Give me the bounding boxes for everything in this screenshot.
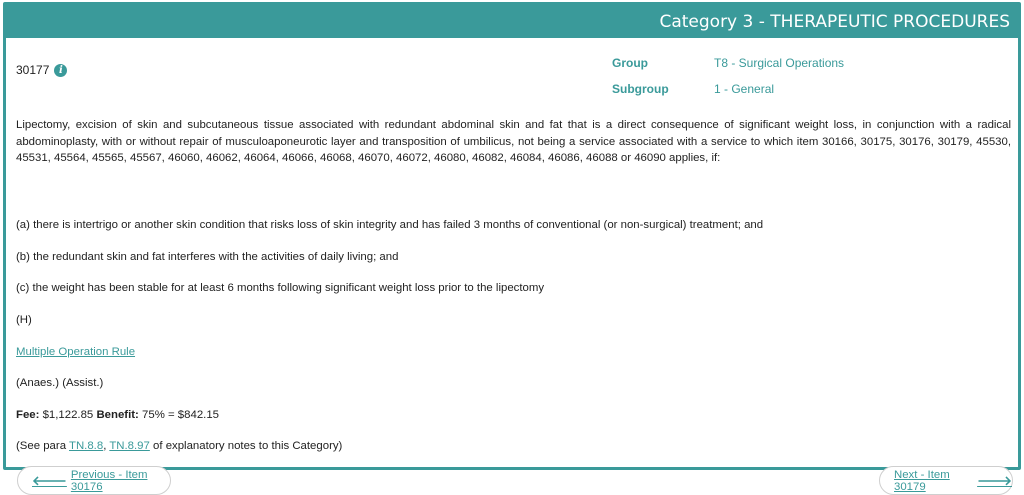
- h-marker: (H): [16, 314, 32, 326]
- previous-item-button[interactable]: [17, 466, 171, 495]
- item-meta: [612, 50, 844, 102]
- item-description: [16, 117, 1011, 452]
- subgroup-value: 1 - General: [714, 82, 775, 96]
- benefit-label: Benefit:: [96, 409, 139, 421]
- explanatory-notes-line: [16, 438, 342, 455]
- benefit-value: 75% = $842.15: [142, 409, 219, 421]
- category-header: [6, 5, 1018, 38]
- fee-line: [16, 407, 219, 424]
- anaes-assist-text: (Anaes.) (Assist.): [16, 377, 104, 389]
- fee-value: $1,122.85: [42, 409, 94, 421]
- next-item-label: Next - Item 30179: [894, 468, 950, 493]
- previous-item-label: Previous - Item 30176: [70, 468, 148, 493]
- condition-c: (c) the weight has been stable for at least 6 months following significant weight loss prior to the lipectomy: [16, 282, 545, 294]
- subgroup-row: [612, 76, 844, 102]
- arrow-right-icon: 🡒: [977, 473, 1012, 489]
- group-value: T8 - Surgical Operations: [714, 56, 845, 70]
- description-intro: Lipectomy, excision of skin and subcutaneous tissue associated with redundant abdominal skin and fat that is a direct consequence of significant weight loss, in conjunction with a radical abdominoplasty, with or without repair of musculoaponeurotic layer and transposition of umbilicus, not being a service associated with a service to which item 30166, 30175, 30176, 30179, 45530, 45531, 45564, 45565, 45567, 46060, 46062, 46064, 46066, 46068, 46070, 46072, 46080, 46082, 46084, 46086, 46088 or 46090 applies, if:: [16, 119, 1011, 164]
- next-item-button[interactable]: [879, 466, 1013, 495]
- tn-8-97-link[interactable]: TN.8.97: [109, 440, 150, 452]
- subgroup-label: Subgroup: [612, 82, 669, 96]
- see-prefix: (See para: [16, 440, 67, 452]
- tn-8-8-link[interactable]: TN.8.8: [69, 440, 104, 452]
- see-suffix: of explanatory notes to this Category): [153, 440, 343, 452]
- condition-a: (a) there is intertrigo or another skin condition that risks loss of skin integrity and has failed 3 months of conventional (or non-surgical) treatment; and: [16, 219, 764, 231]
- item-number: 30177: [16, 63, 50, 77]
- group-label: Group: [612, 56, 648, 70]
- group-row: [612, 50, 844, 76]
- arrow-left-icon: 🡐: [32, 473, 67, 489]
- fee-label: Fee:: [16, 409, 40, 421]
- info-circle-icon[interactable]: i: [54, 64, 67, 77]
- item-panel: [3, 2, 1021, 493]
- multiple-operation-rule-link[interactable]: Multiple Operation Rule: [16, 346, 136, 358]
- condition-b: (b) the redundant skin and fat interferes with the activities of daily living; and: [16, 251, 399, 263]
- category-title: Category 3 - THERAPEUTIC PROCEDURES: [659, 11, 1010, 32]
- item-number-row: [16, 63, 67, 77]
- see-separator: ,: [103, 440, 107, 452]
